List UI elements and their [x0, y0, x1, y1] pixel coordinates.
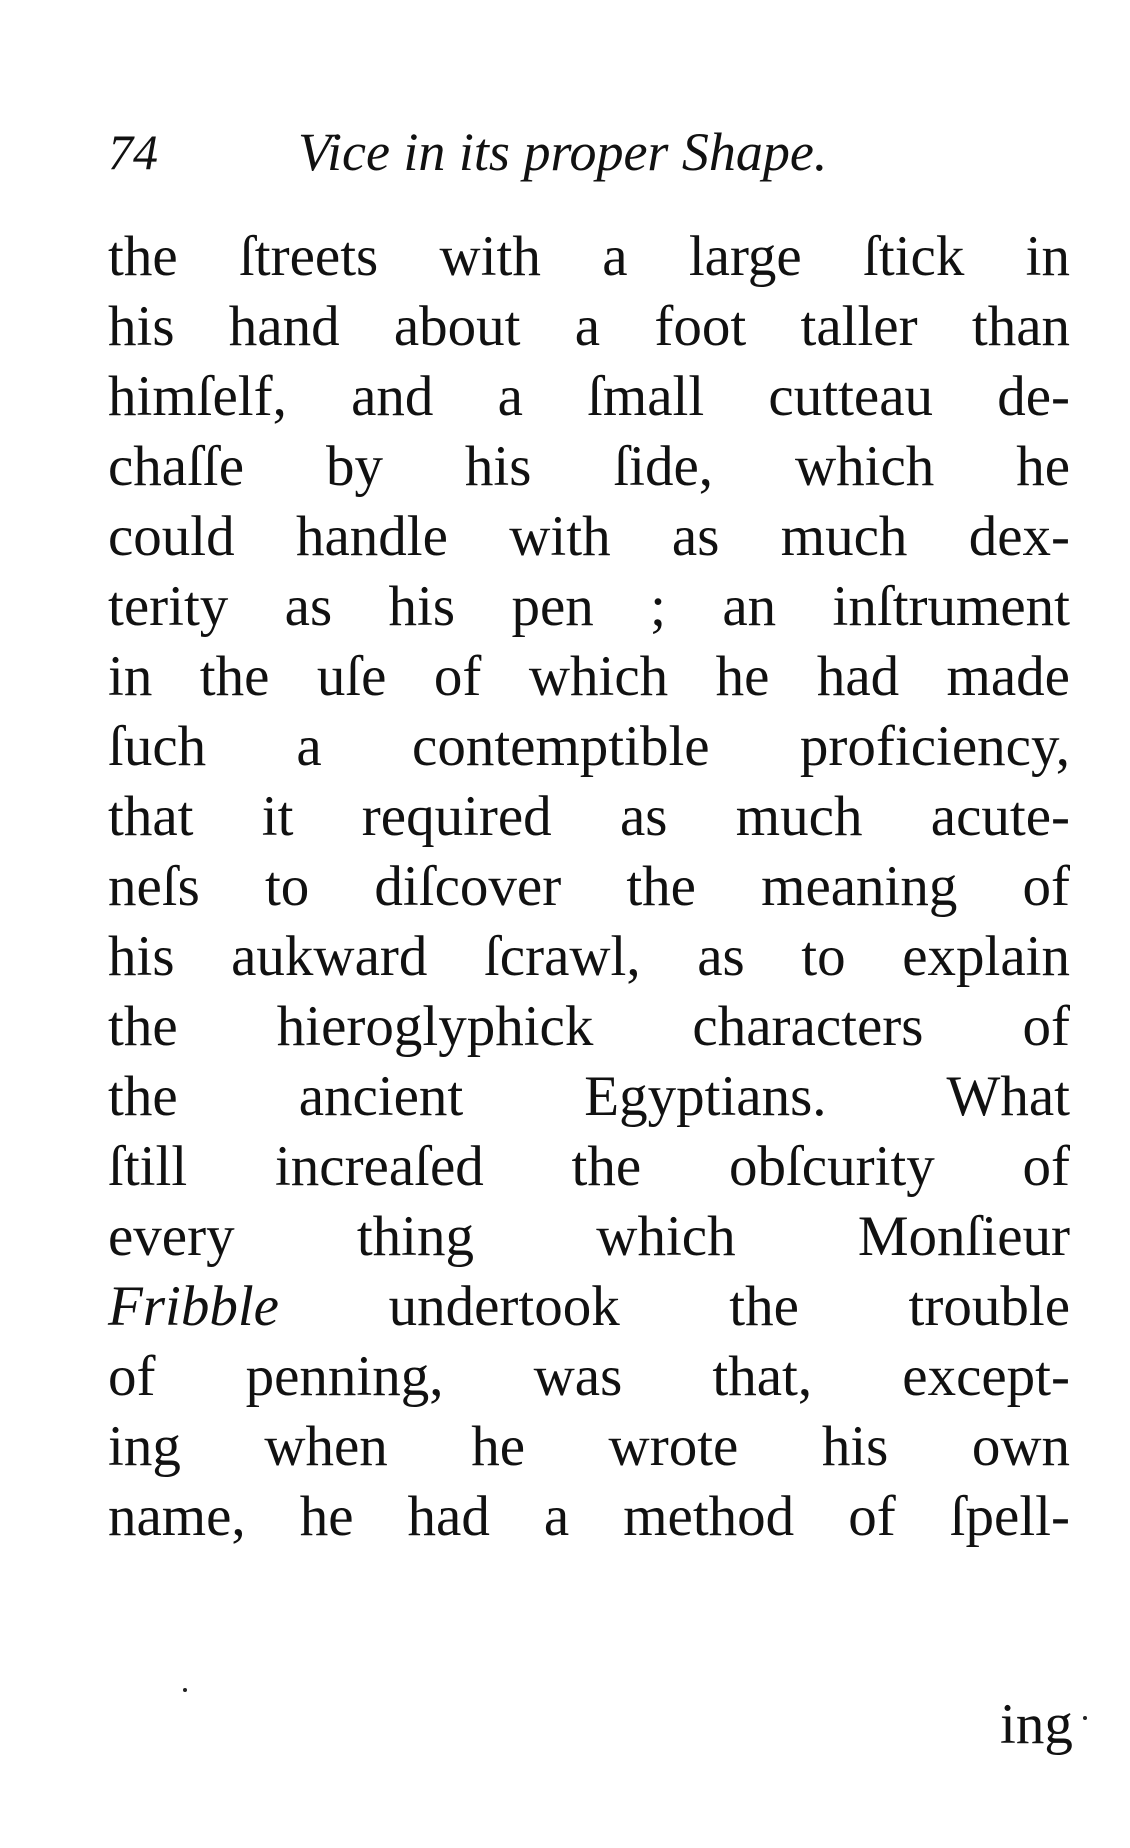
- text-line: could handle with as much dex-: [108, 505, 1070, 568]
- page-header: [108, 122, 988, 202]
- page-number: 74: [108, 124, 158, 180]
- text-line: ſuch a contemptible proficiency,: [108, 715, 1070, 778]
- text-line: his hand about a foot taller than: [108, 295, 1070, 358]
- text-line: of penning, was that, except-: [108, 1345, 1070, 1408]
- text-line: neſs to diſcover the meaning of: [108, 855, 1070, 918]
- fribble-name: Fribble: [108, 1275, 279, 1338]
- text-line: name, he had a method of ſpell-: [108, 1485, 1070, 1548]
- print-speck: [183, 1688, 187, 1692]
- print-speck: [1083, 1716, 1087, 1720]
- text-line: terity as his pen ; an inſtrument: [108, 575, 1070, 638]
- text-line: every thing which Monſieur: [108, 1205, 1070, 1268]
- text-line-rest: undertook the trouble: [278, 1275, 1070, 1338]
- running-title: Vice in its proper Shape.: [298, 122, 828, 182]
- text-line: the ancient Egyptians. What: [108, 1065, 1070, 1128]
- text-line: ing when he wrote his own: [108, 1415, 1070, 1478]
- text-line-fribble: [108, 1272, 1070, 1342]
- catchword: ing: [1000, 1693, 1073, 1756]
- text-line: in the uſe of which he had made: [108, 645, 1070, 708]
- text-line: himſelf, and a ſmall cutteau de-: [108, 365, 1070, 428]
- text-line: chaſſe by his ſide, which he: [108, 435, 1070, 498]
- text-line: the hieroglyphick characters of: [108, 995, 1070, 1058]
- text-line: ſtill increaſed the obſcurity of: [108, 1135, 1070, 1198]
- text-line: the ſtreets with a large ſtick in: [108, 225, 1070, 288]
- text-line: that it required as much acute-: [108, 785, 1070, 848]
- body-text: [108, 222, 1070, 1552]
- text-line: his aukward ſcrawl, as to explain: [108, 925, 1070, 988]
